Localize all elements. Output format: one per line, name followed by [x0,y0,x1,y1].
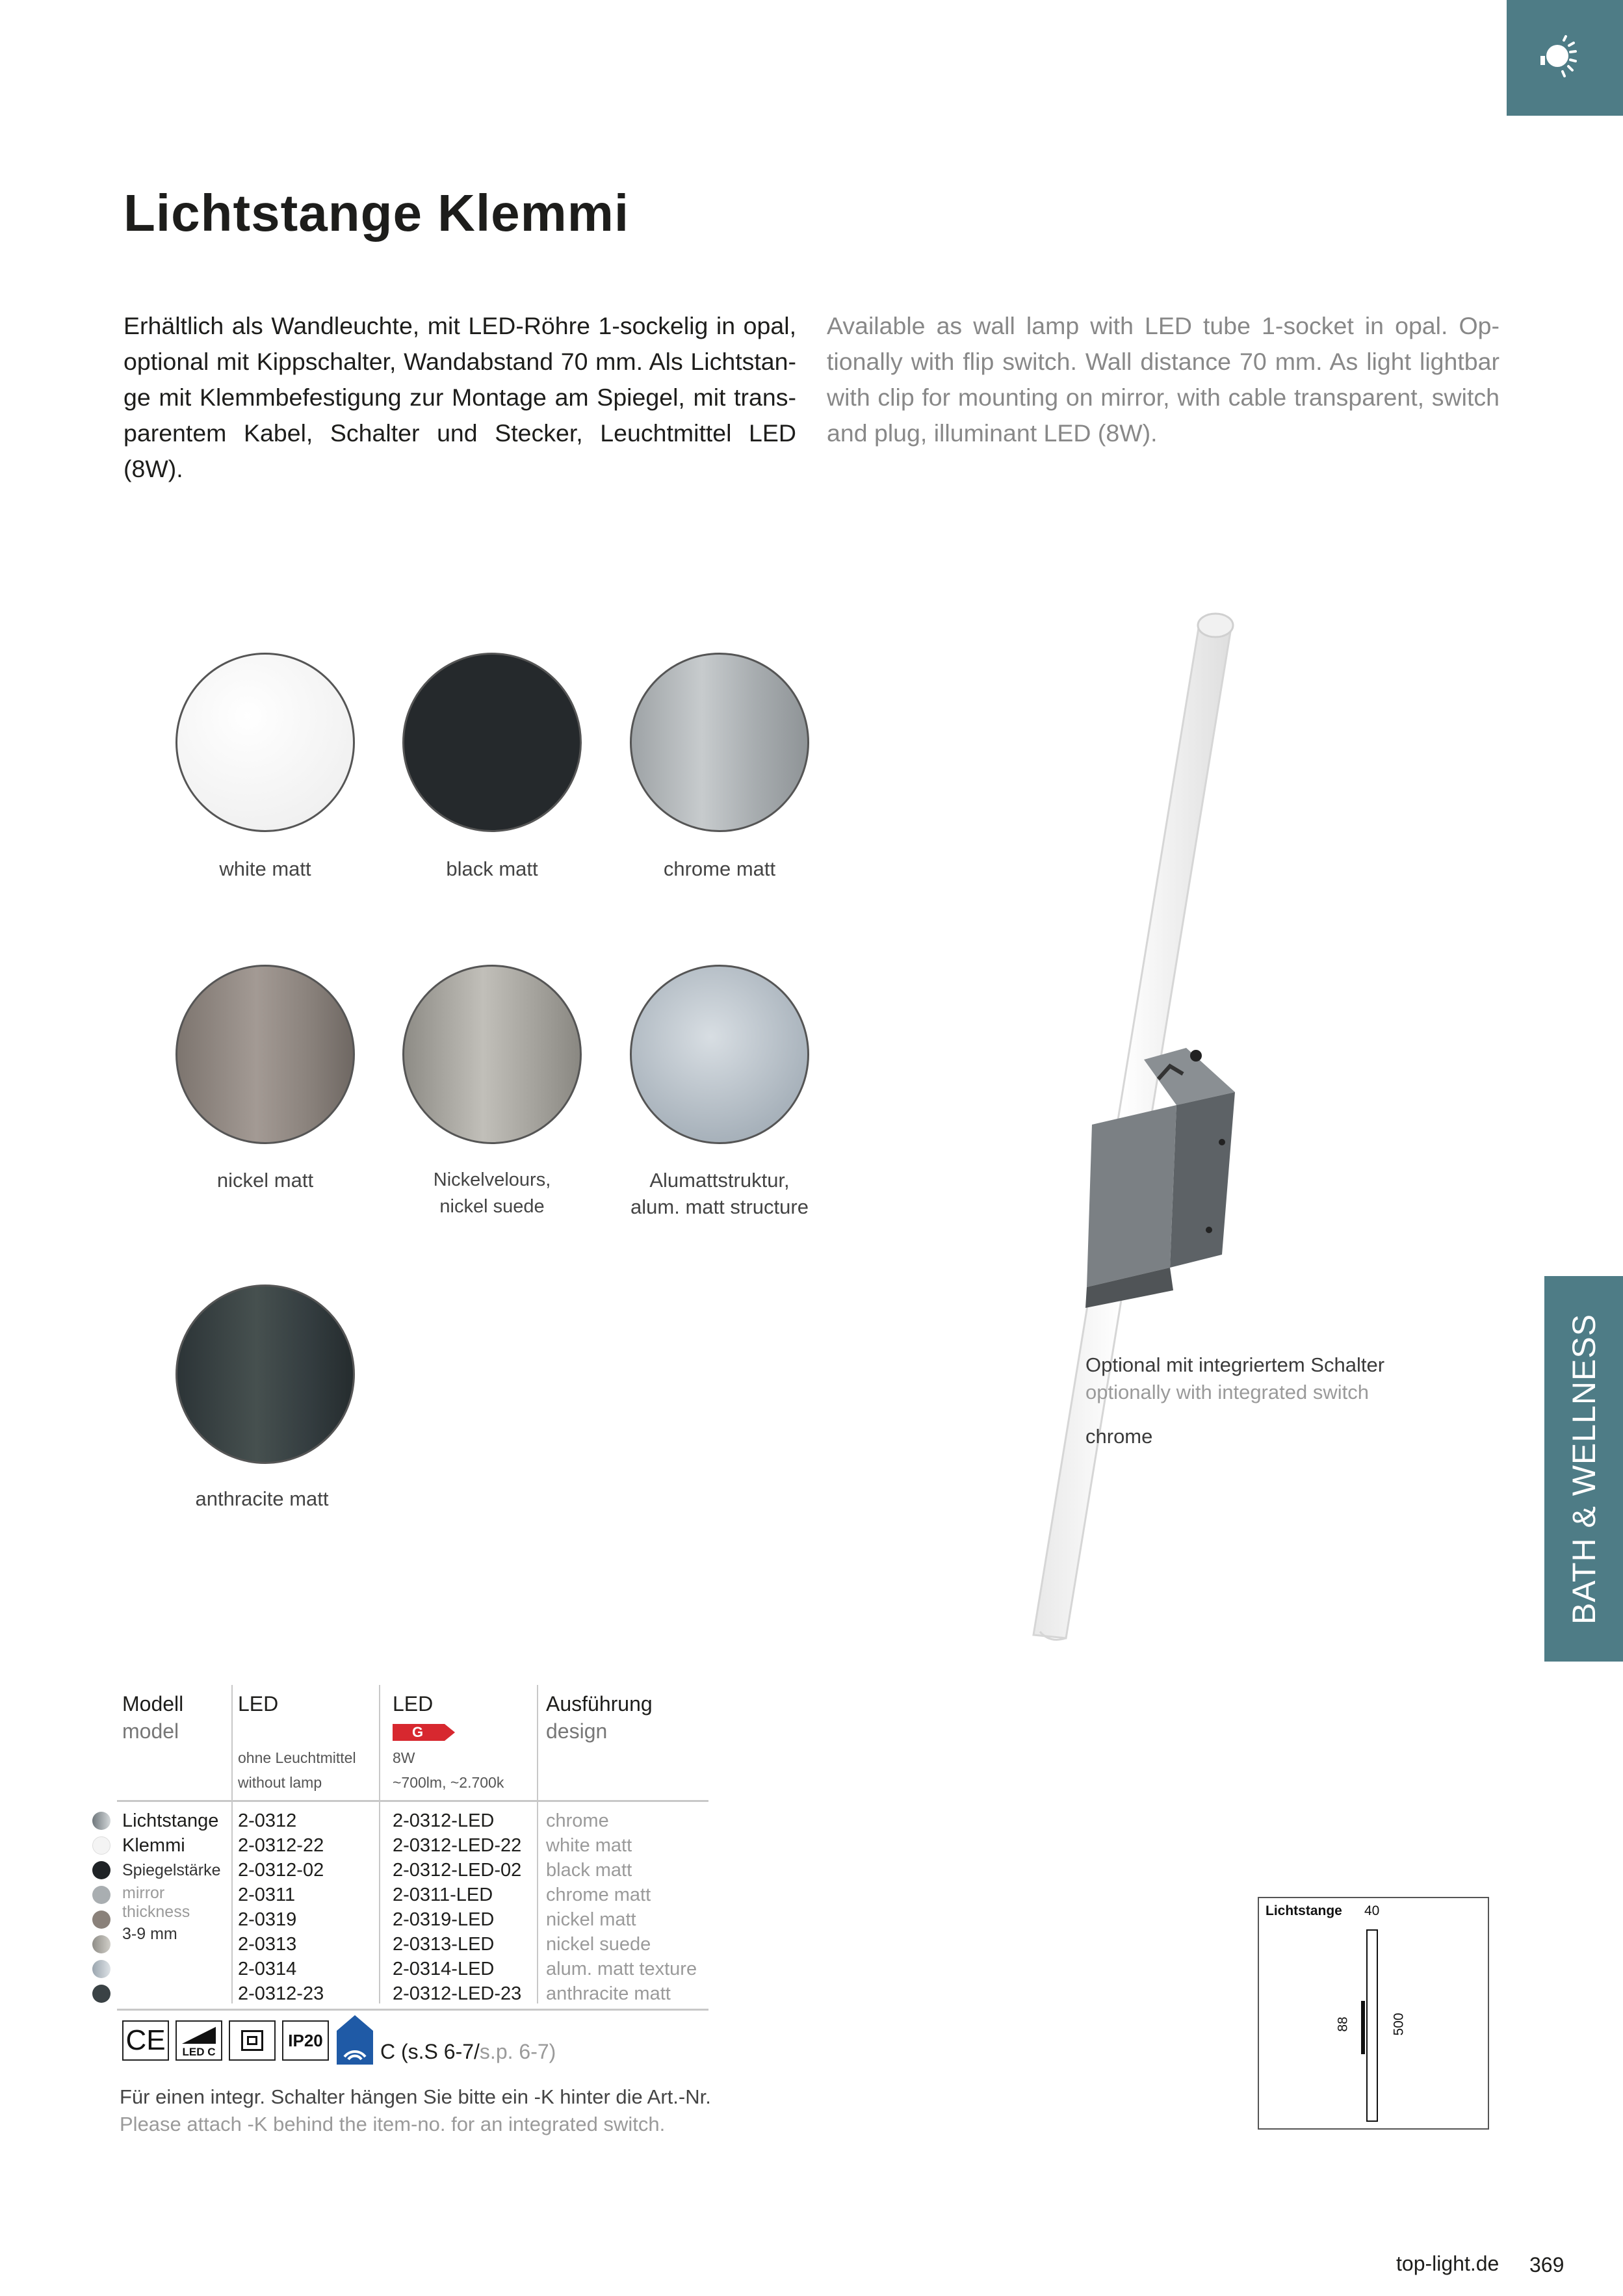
swatch-label [369,1167,616,1220]
drawing-length: 500 [1391,2013,1407,2036]
finish-dot [92,1935,110,1953]
header-design: Ausführung [546,1692,653,1715]
design-value: chrome [546,1810,609,1831]
led-g-code: 2-0313-LED [393,1934,495,1955]
swatch-label-line1: Nickelvelours, [433,1169,551,1190]
header-model: Modell [122,1692,184,1715]
ce-label: CE [125,2024,166,2056]
swatch-label: nickel matt [216,1169,314,1192]
design-value: white matt [546,1835,632,1856]
column-separator [231,1685,233,2003]
swatch-label: chrome matt [663,857,776,880]
swatch-nickel-matt [175,965,355,1144]
swatch-label: anthracite matt [195,1487,329,1510]
header-led-g: LED [393,1692,434,1715]
energy-label-icon [335,2014,374,2066]
protection-class-2-icon [229,2020,276,2061]
finish-dot [92,1960,110,1978]
swatch-chrome-matt [630,653,809,832]
finish-dot [92,1836,110,1855]
column-separator [379,1685,380,2003]
finish-dot [92,1985,110,2003]
option-finish: chrome [1085,1425,1153,1448]
drawing-bar-outline [1366,1929,1378,2122]
led-code: 2-0311 [238,1885,296,1905]
energy-prefix: C [380,2040,396,2063]
finish-dot [92,1911,110,1929]
led-code: 2-0312 [238,1810,297,1831]
description-german: Erhältlich als Wandleuchte, mit LED-Röhre 1-sockelig in opal, optional mit Kippschalter, Wandabstand 70 mm. Als Lichtstange mit Klemmbefestigung zur Montage am Spiegel, mit transparentem Kabel, Schalter und Stecker, Leuchtmittel LED (8W). [123,312,796,482]
led-code: 2-0313 [238,1934,297,1955]
led-code: 2-0314 [238,1959,297,1979]
wall-lamp-icon [1507,0,1623,116]
description-english: Available as wall lamp with LED tube 1-socket in opal. Optionally with flip switch. Wall distance 70 mm. As light lightbar with clip for mounting on mirror, with cable transparent, switch and plug, illuminant LED (8W). [827,312,1500,447]
led-codes-column [238,1808,324,2006]
energy-reference [380,2040,556,2064]
switch-note-de: Für einen integr. Schalter hängen Sie bitte ein -K hinter die Art.-Nr. [120,2085,711,2108]
designs-column [546,1808,697,2006]
led-class-label: LED C [182,2046,216,2058]
thickness-label: thickness [122,1903,190,1921]
led-g-code: 2-0311-LED [393,1885,493,1905]
led-g-codes-column [393,1808,521,2006]
design-value: nickel matt [546,1909,636,1930]
energy-class-badge [393,1724,455,1741]
design-value: anthracite matt [546,1983,671,2004]
header-design-en: design [546,1719,608,1743]
product-name-line2: Klemmi [122,1835,185,1856]
option-switch-de: Optional mit integriertem Schalter [1085,1353,1385,1376]
finish-dots [92,1812,112,2003]
swatch-label-line1: Alumattstruktur, [649,1169,790,1192]
ip-label: IP20 [288,2031,323,2050]
swatch-white-matt [175,653,355,832]
swatch-alu-matt-structure [630,965,809,1144]
design-value: alum. matt texture [546,1959,697,1979]
header-led-without-lamp-en: without lamp [238,1774,322,1791]
swatch-label [596,1167,843,1220]
page-number: 369 [1529,2253,1565,2276]
product-image-light-bar [845,585,1300,1658]
product-info-column [122,1808,220,1946]
led-class-icon [175,2020,222,2061]
swatch-anthracite-matt [175,1285,355,1464]
swatch-label: white matt [219,857,311,880]
corner-category-tab [1507,0,1623,116]
page-title: Lichtstange Klemmi [123,184,630,242]
switch-note-en: Please attach -K behind the item-no. for an integrated switch. [120,2113,666,2135]
ce-mark-icon [122,2020,169,2061]
energy-class-label: G [412,1724,424,1740]
drawing-width: 40 [1364,1903,1380,1918]
design-value: nickel suede [546,1934,651,1955]
led-g-code: 2-0319-LED [393,1909,495,1930]
led-g-code: 2-0312-LED-23 [393,1983,522,2004]
swatch-black-matt [402,653,582,832]
mirror-thickness-value: 3-9 mm [122,1925,177,1943]
column-separator [537,1685,538,2003]
drawing-height: 88 [1335,2016,1351,2032]
technical-drawing [1258,1897,1489,2130]
footer-site: top-light.de [1396,2252,1500,2275]
header-led-spec: ~700lm, ~2.700k [393,1774,504,1791]
energy-page-en: s.p. 6-7) [479,2040,556,2063]
design-value: chrome matt [546,1885,651,1905]
finish-dot [92,1886,110,1904]
swatch-nickel-suede [402,965,582,1144]
swatch-label-line2: alum. matt structure [630,1195,809,1218]
header-led: LED [238,1692,279,1715]
mirror-label: mirror [122,1884,165,1902]
header-divider [117,1800,708,1802]
ip20-icon [282,2020,329,2061]
header-model-en: model [122,1719,179,1743]
mirror-thickness-en [122,1884,220,1922]
design-value: black matt [546,1860,632,1881]
product-name-line1: Lichtstange [122,1810,219,1831]
header-led-watt: 8W [393,1749,415,1766]
category-label: BATH & WELLNESS [1565,1313,1602,1624]
header-led-without-lamp-de: ohne Leuchtmittel [238,1749,356,1766]
drawing-label: Lichtstange [1266,1903,1342,1918]
swatch-label-line2: nickel suede [439,1196,545,1217]
drawing-mount [1361,2001,1365,2054]
led-g-code: 2-0312-LED-02 [393,1860,522,1881]
finish-dot [92,1861,110,1879]
option-switch-en: optionally with integrated switch [1085,1381,1369,1403]
finish-dot [92,1812,110,1830]
led-code: 2-0312-23 [238,1983,324,2004]
led-code: 2-0319 [238,1909,297,1930]
led-g-code: 2-0312-LED [393,1810,495,1831]
energy-page-de: (s.S 6-7/ [401,2040,480,2063]
category-side-tab [1544,1276,1623,1662]
led-g-code: 2-0314-LED [393,1959,495,1979]
table-bottom-divider [117,2009,708,2011]
led-code: 2-0312-02 [238,1860,324,1881]
led-g-code: 2-0312-LED-22 [393,1835,522,1856]
led-code: 2-0312-22 [238,1835,324,1856]
mirror-thickness-de: Spiegelstärke [122,1861,221,1879]
swatch-label: black matt [446,857,538,880]
